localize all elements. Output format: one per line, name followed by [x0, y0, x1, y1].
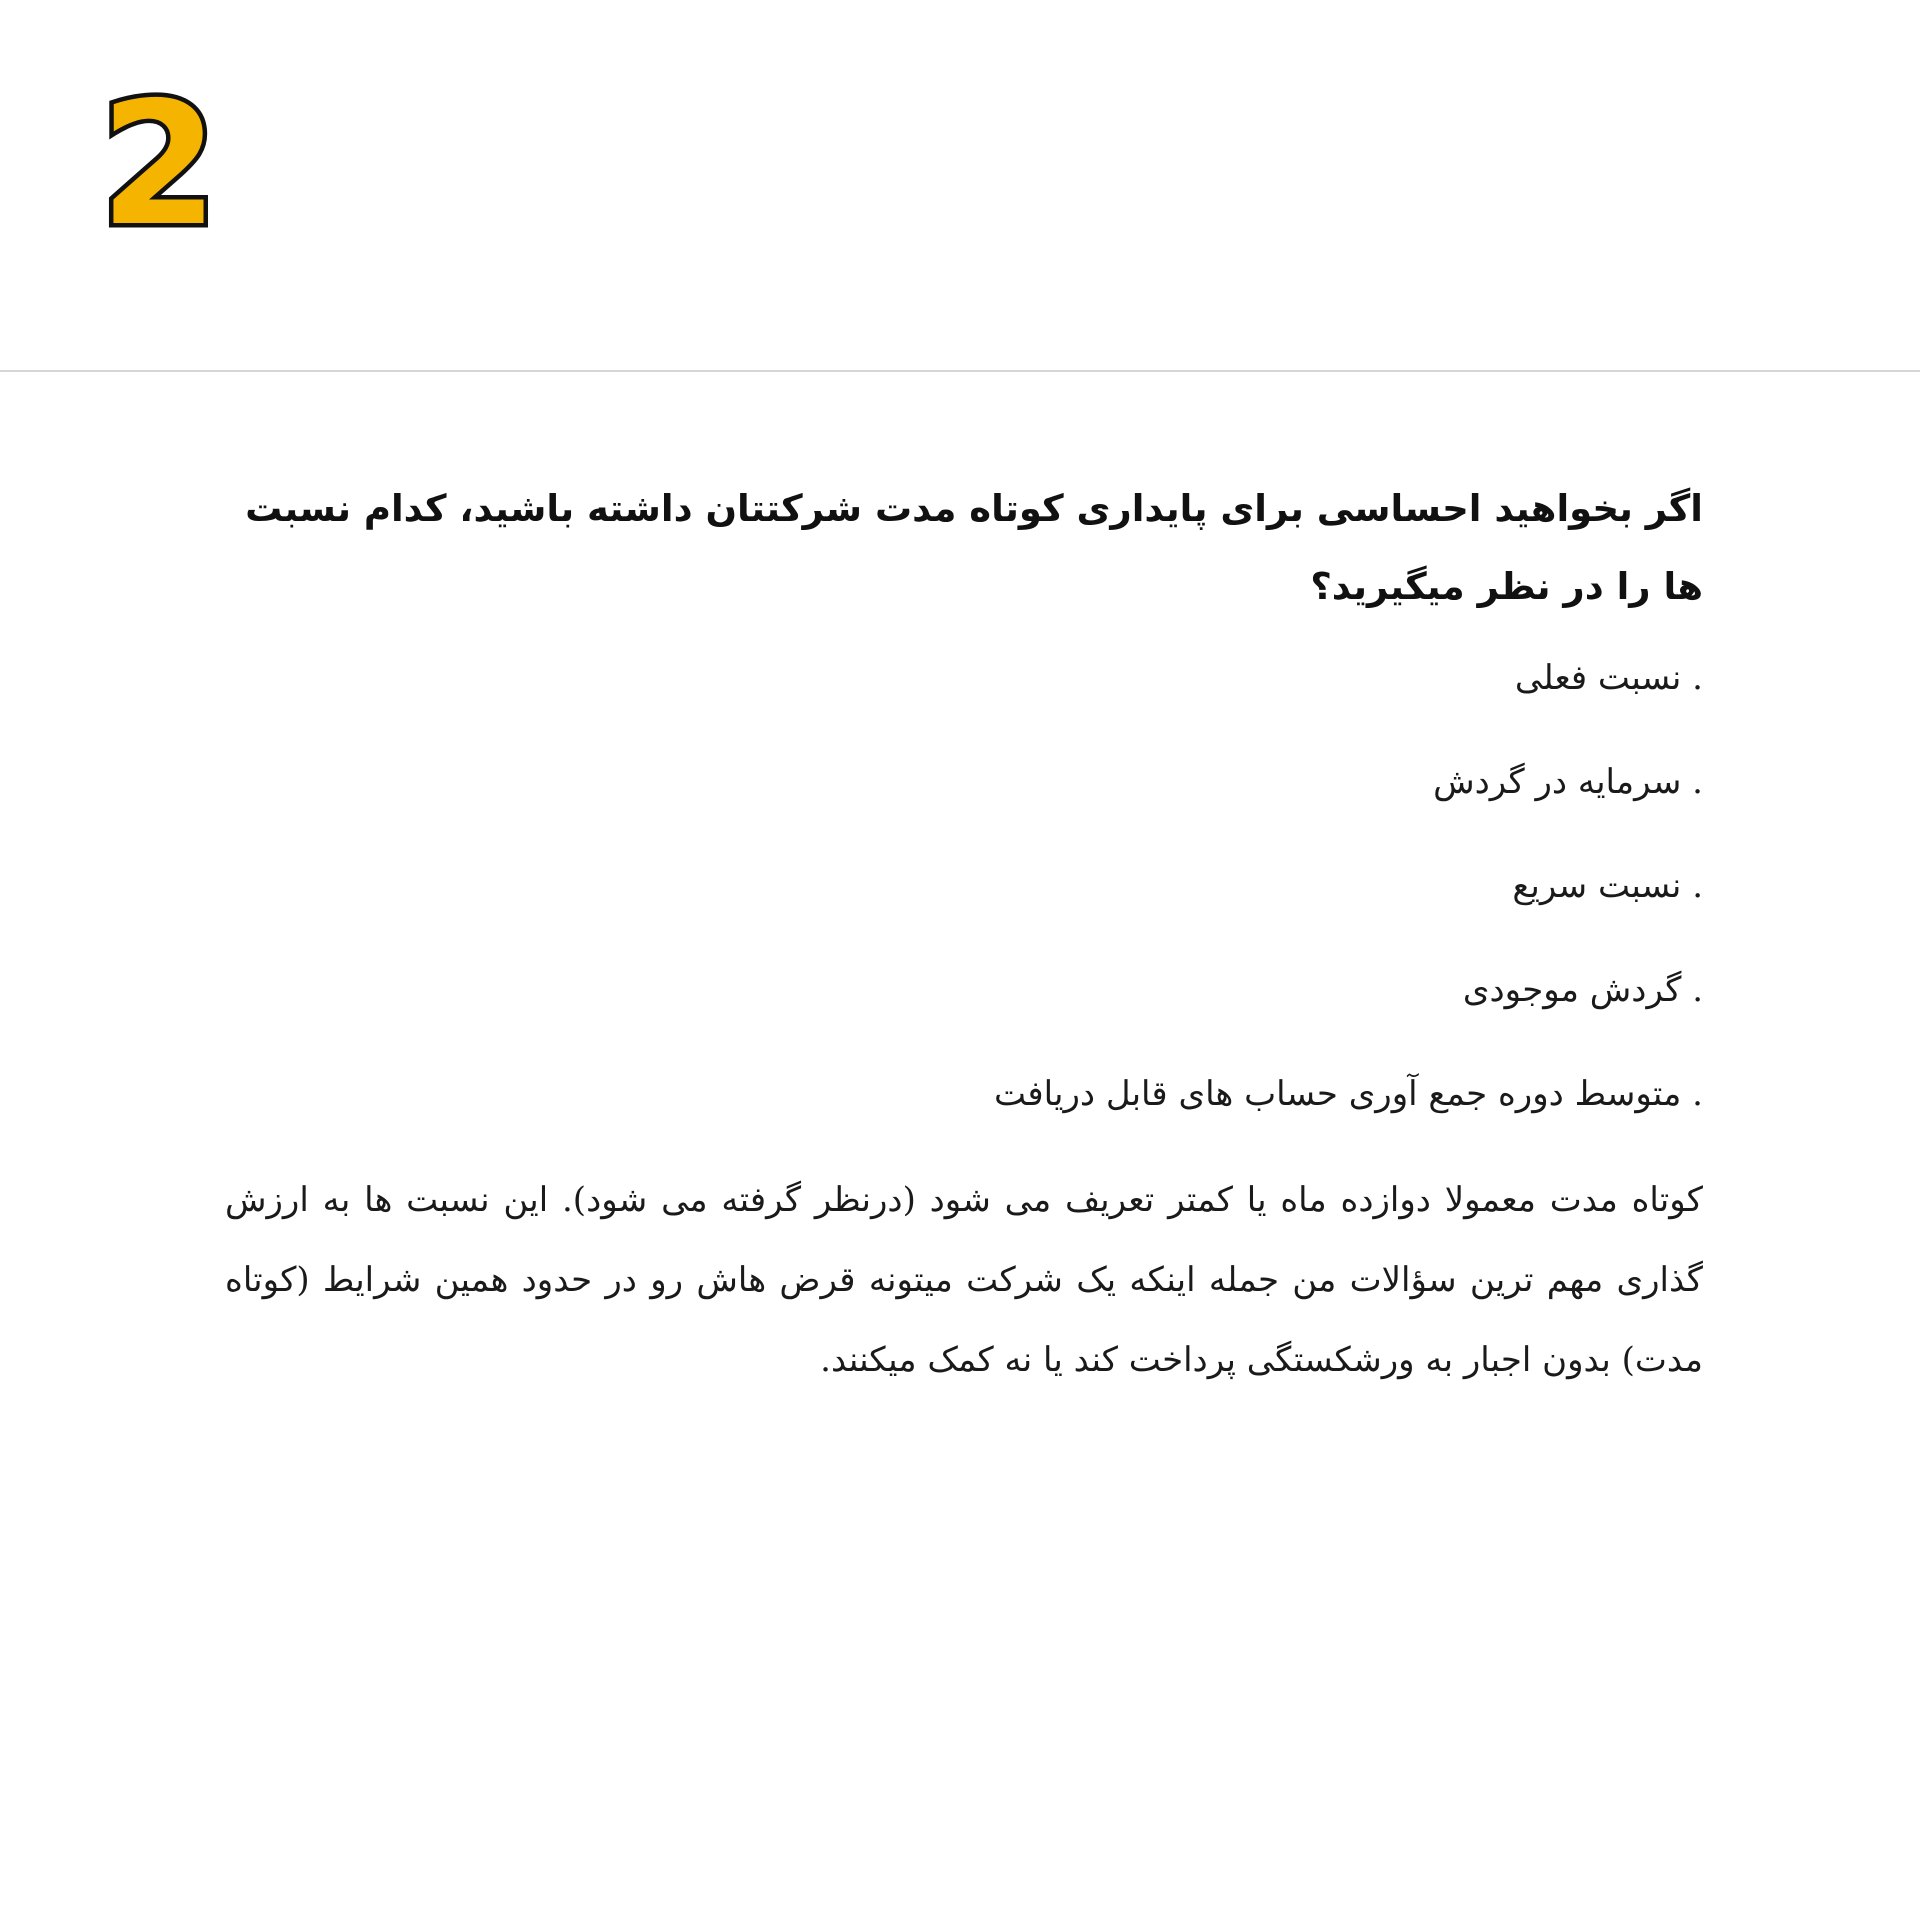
- option-item: . نسبت فعلی: [1514, 658, 1703, 698]
- option-item: . نسبت سریع: [1512, 866, 1703, 906]
- document-body: [225, 470, 1703, 1400]
- option-item: . گردش موجودی: [1462, 970, 1703, 1010]
- slide-number: 2: [100, 66, 219, 264]
- explanation-paragraph: کوتاه مدت معمولا دوازده ماه یا کمتر تعریف می شود (درنظر گرفته می شود). این نسبت ها به ارزش گذاری مهم ترین سؤالات من جمله اینکه یک شرکت میتونه قرض هاش رو در حدود همین شرایط (کوتاه مدت) بدون اجبار به ورشکستگی پرداخت کند یا نه کمک میکنند.: [225, 1180, 1703, 1380]
- option-item: . متوسط دوره جمع آوری حساب های قابل دریافت: [994, 1074, 1703, 1114]
- question-text: اگر بخواهید احساسی برای پایداری کوتاه مدت شرکتتان داشته باشید، کدام نسبت ها را در نظر میگیرید؟: [245, 487, 1703, 608]
- header-divider: [0, 370, 1920, 372]
- option-item: . سرمایه در گردش: [1433, 762, 1703, 802]
- options-list: [225, 654, 1703, 1118]
